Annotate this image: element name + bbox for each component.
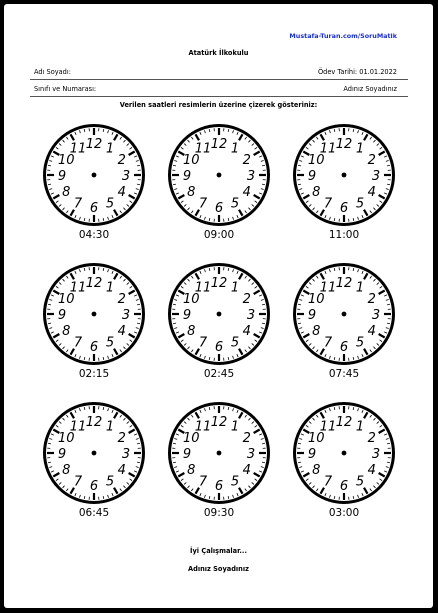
dial-number: 8 [187,185,196,200]
dial-number: 12 [210,415,228,430]
class-number-label: Sınıfı ve Numarası: [34,85,97,93]
dial-number: 10 [58,292,75,307]
dial-number: 2 [117,431,126,446]
clock-time-label: 07:45 [328,368,360,380]
dial-number: 9 [182,169,192,184]
dial-number: 7 [73,196,83,212]
dial-number: 7 [73,474,83,490]
clock-dial [40,122,148,230]
dial-number: 4 [367,463,376,478]
dial-number: 12 [85,276,103,291]
dial-number: 8 [62,324,71,339]
dial-number: 9 [182,447,192,462]
clock-time-label: 06:45 [78,507,110,519]
site-link[interactable]: Mustafa-Turan.com/SoruMatik [289,32,397,40]
footer-student-name: Adınız Soyadınız [188,565,249,573]
dial-number: 5 [355,335,365,351]
dial-number: 8 [312,324,321,339]
dial-number: 5 [230,474,240,490]
dial-number: 4 [242,324,251,339]
dial-number: 2 [367,292,376,307]
clock-dial [165,400,273,508]
dial-number: 7 [323,335,333,351]
dial-number: 5 [355,474,365,490]
dial-number: 10 [183,153,200,168]
dial-number: 9 [57,447,67,462]
dial-number: 9 [57,308,67,323]
clock-dial [290,400,398,508]
dial-number: 5 [230,196,240,212]
dial-number: 12 [85,415,103,430]
dial-number: 1 [355,419,365,435]
dial-number: 5 [105,474,115,490]
dial-number: 9 [57,169,67,184]
clock-time-label: 09:30 [203,507,235,519]
dial-number: 5 [355,196,365,212]
center-dot [217,173,222,178]
clock-time-label: 02:45 [203,368,235,380]
dial-number: 11 [319,280,337,296]
dial-number: 6 [214,340,224,355]
center-dot [342,173,347,178]
dial-number: 6 [214,479,224,494]
dial-number: 2 [242,292,251,307]
dial-number: 11 [319,419,337,435]
dial-number: 3 [246,169,256,184]
clock-dial [40,261,148,369]
dial-number: 11 [194,419,212,435]
dial-number: 11 [69,280,87,296]
student-name: Adınız Soyadınız [343,85,397,93]
clock-face[interactable] [40,400,148,525]
dial-number: 9 [307,308,317,323]
school-name: Atatürk İlkokulu [188,49,249,57]
closing-message: İyi Çalışmalar... [190,547,247,555]
dial-number: 1 [105,141,115,157]
dial-number: 12 [210,137,228,152]
dial-number: 5 [105,335,115,351]
dial-number: 3 [246,447,256,462]
dial-number: 9 [307,447,317,462]
dial-number: 4 [117,324,126,339]
dial-number: 6 [339,340,349,355]
dial-number: 12 [85,137,103,152]
dial-number: 7 [198,335,208,351]
dial-number: 3 [371,447,381,462]
clock-time-label: 03:00 [328,507,360,519]
dial-number: 7 [323,196,333,212]
dial-number: 2 [242,431,251,446]
dial-number: 12 [335,415,353,430]
dial-number: 7 [198,474,208,490]
clock-face[interactable] [40,261,148,386]
clock-dial [165,261,273,369]
dial-number: 10 [58,153,75,168]
divider [30,79,408,80]
center-dot [92,312,97,317]
dial-number: 3 [371,169,381,184]
dial-number: 5 [230,335,240,351]
dial-number: 1 [355,141,365,157]
clock-face[interactable] [165,400,273,525]
dial-number: 6 [89,479,99,494]
dial-number: 3 [121,308,131,323]
dial-number: 7 [198,196,208,212]
dial-number: 10 [183,292,200,307]
dial-number: 2 [117,292,126,307]
dial-number: 8 [187,324,196,339]
clock-dial [40,400,148,508]
dial-number: 11 [69,141,87,157]
dial-number: 10 [183,431,200,446]
assignment-date: Ödev Tarihi: 01.01.2022 [317,68,397,76]
dial-number: 1 [105,419,115,435]
dial-number: 4 [367,324,376,339]
dial-number: 9 [307,169,317,184]
dial-number: 6 [89,340,99,355]
dial-number: 12 [335,276,353,291]
instruction-text: Verilen saatleri resimlerin üzerine çizerek gösteriniz: [119,101,318,109]
dial-number: 3 [121,447,131,462]
dial-number: 2 [242,153,251,168]
dial-number: 6 [89,201,99,216]
center-dot [342,451,347,456]
dial-number: 12 [335,137,353,152]
dial-number: 12 [210,276,228,291]
clock-face[interactable] [165,261,273,386]
dial-number: 9 [182,308,192,323]
clock-face[interactable] [165,122,273,247]
dial-number: 8 [187,463,196,478]
clock-face[interactable] [40,122,148,247]
dial-number: 1 [230,419,240,435]
dial-number: 10 [58,431,75,446]
dial-number: 11 [319,141,337,157]
clock-time-label: 09:00 [203,229,235,241]
dial-number: 4 [367,185,376,200]
center-dot [217,451,222,456]
dial-number: 1 [230,141,240,157]
dial-number: 11 [194,280,212,296]
center-dot [92,451,97,456]
dial-number: 10 [308,153,325,168]
dial-number: 8 [312,185,321,200]
dial-number: 8 [62,185,71,200]
dial-number: 7 [323,474,333,490]
center-dot [217,312,222,317]
dial-number: 8 [62,463,71,478]
dial-number: 4 [242,185,251,200]
clock-time-label: 04:30 [78,229,110,241]
clock-time-label: 11:00 [328,229,360,241]
dial-number: 6 [339,479,349,494]
dial-number: 10 [308,292,325,307]
dial-number: 11 [194,141,212,157]
dial-number: 7 [73,335,83,351]
dial-number: 2 [117,153,126,168]
dial-number: 2 [367,431,376,446]
dial-number: 4 [117,463,126,478]
dial-number: 8 [312,463,321,478]
dial-number: 3 [121,169,131,184]
dial-number: 3 [371,308,381,323]
dial-number: 1 [230,280,240,296]
dial-number: 1 [105,280,115,296]
divider [30,96,408,97]
dial-number: 2 [367,153,376,168]
clock-dial [290,122,398,230]
center-dot [342,312,347,317]
clock-face[interactable] [290,400,398,525]
dial-number: 1 [355,280,365,296]
dial-number: 6 [339,201,349,216]
clock-dial [165,122,273,230]
dial-number: 11 [69,419,87,435]
dial-number: 3 [246,308,256,323]
clock-face[interactable] [290,261,398,386]
name-label: Adı Soyadı: [34,68,71,76]
clock-dial [290,261,398,369]
center-dot [92,173,97,178]
clock-face[interactable] [290,122,398,247]
dial-number: 4 [117,185,126,200]
dial-number: 5 [105,196,115,212]
dial-number: 4 [242,463,251,478]
dial-number: 6 [214,201,224,216]
dial-number: 10 [308,431,325,446]
clock-time-label: 02:15 [78,368,110,380]
worksheet-page [4,4,433,608]
